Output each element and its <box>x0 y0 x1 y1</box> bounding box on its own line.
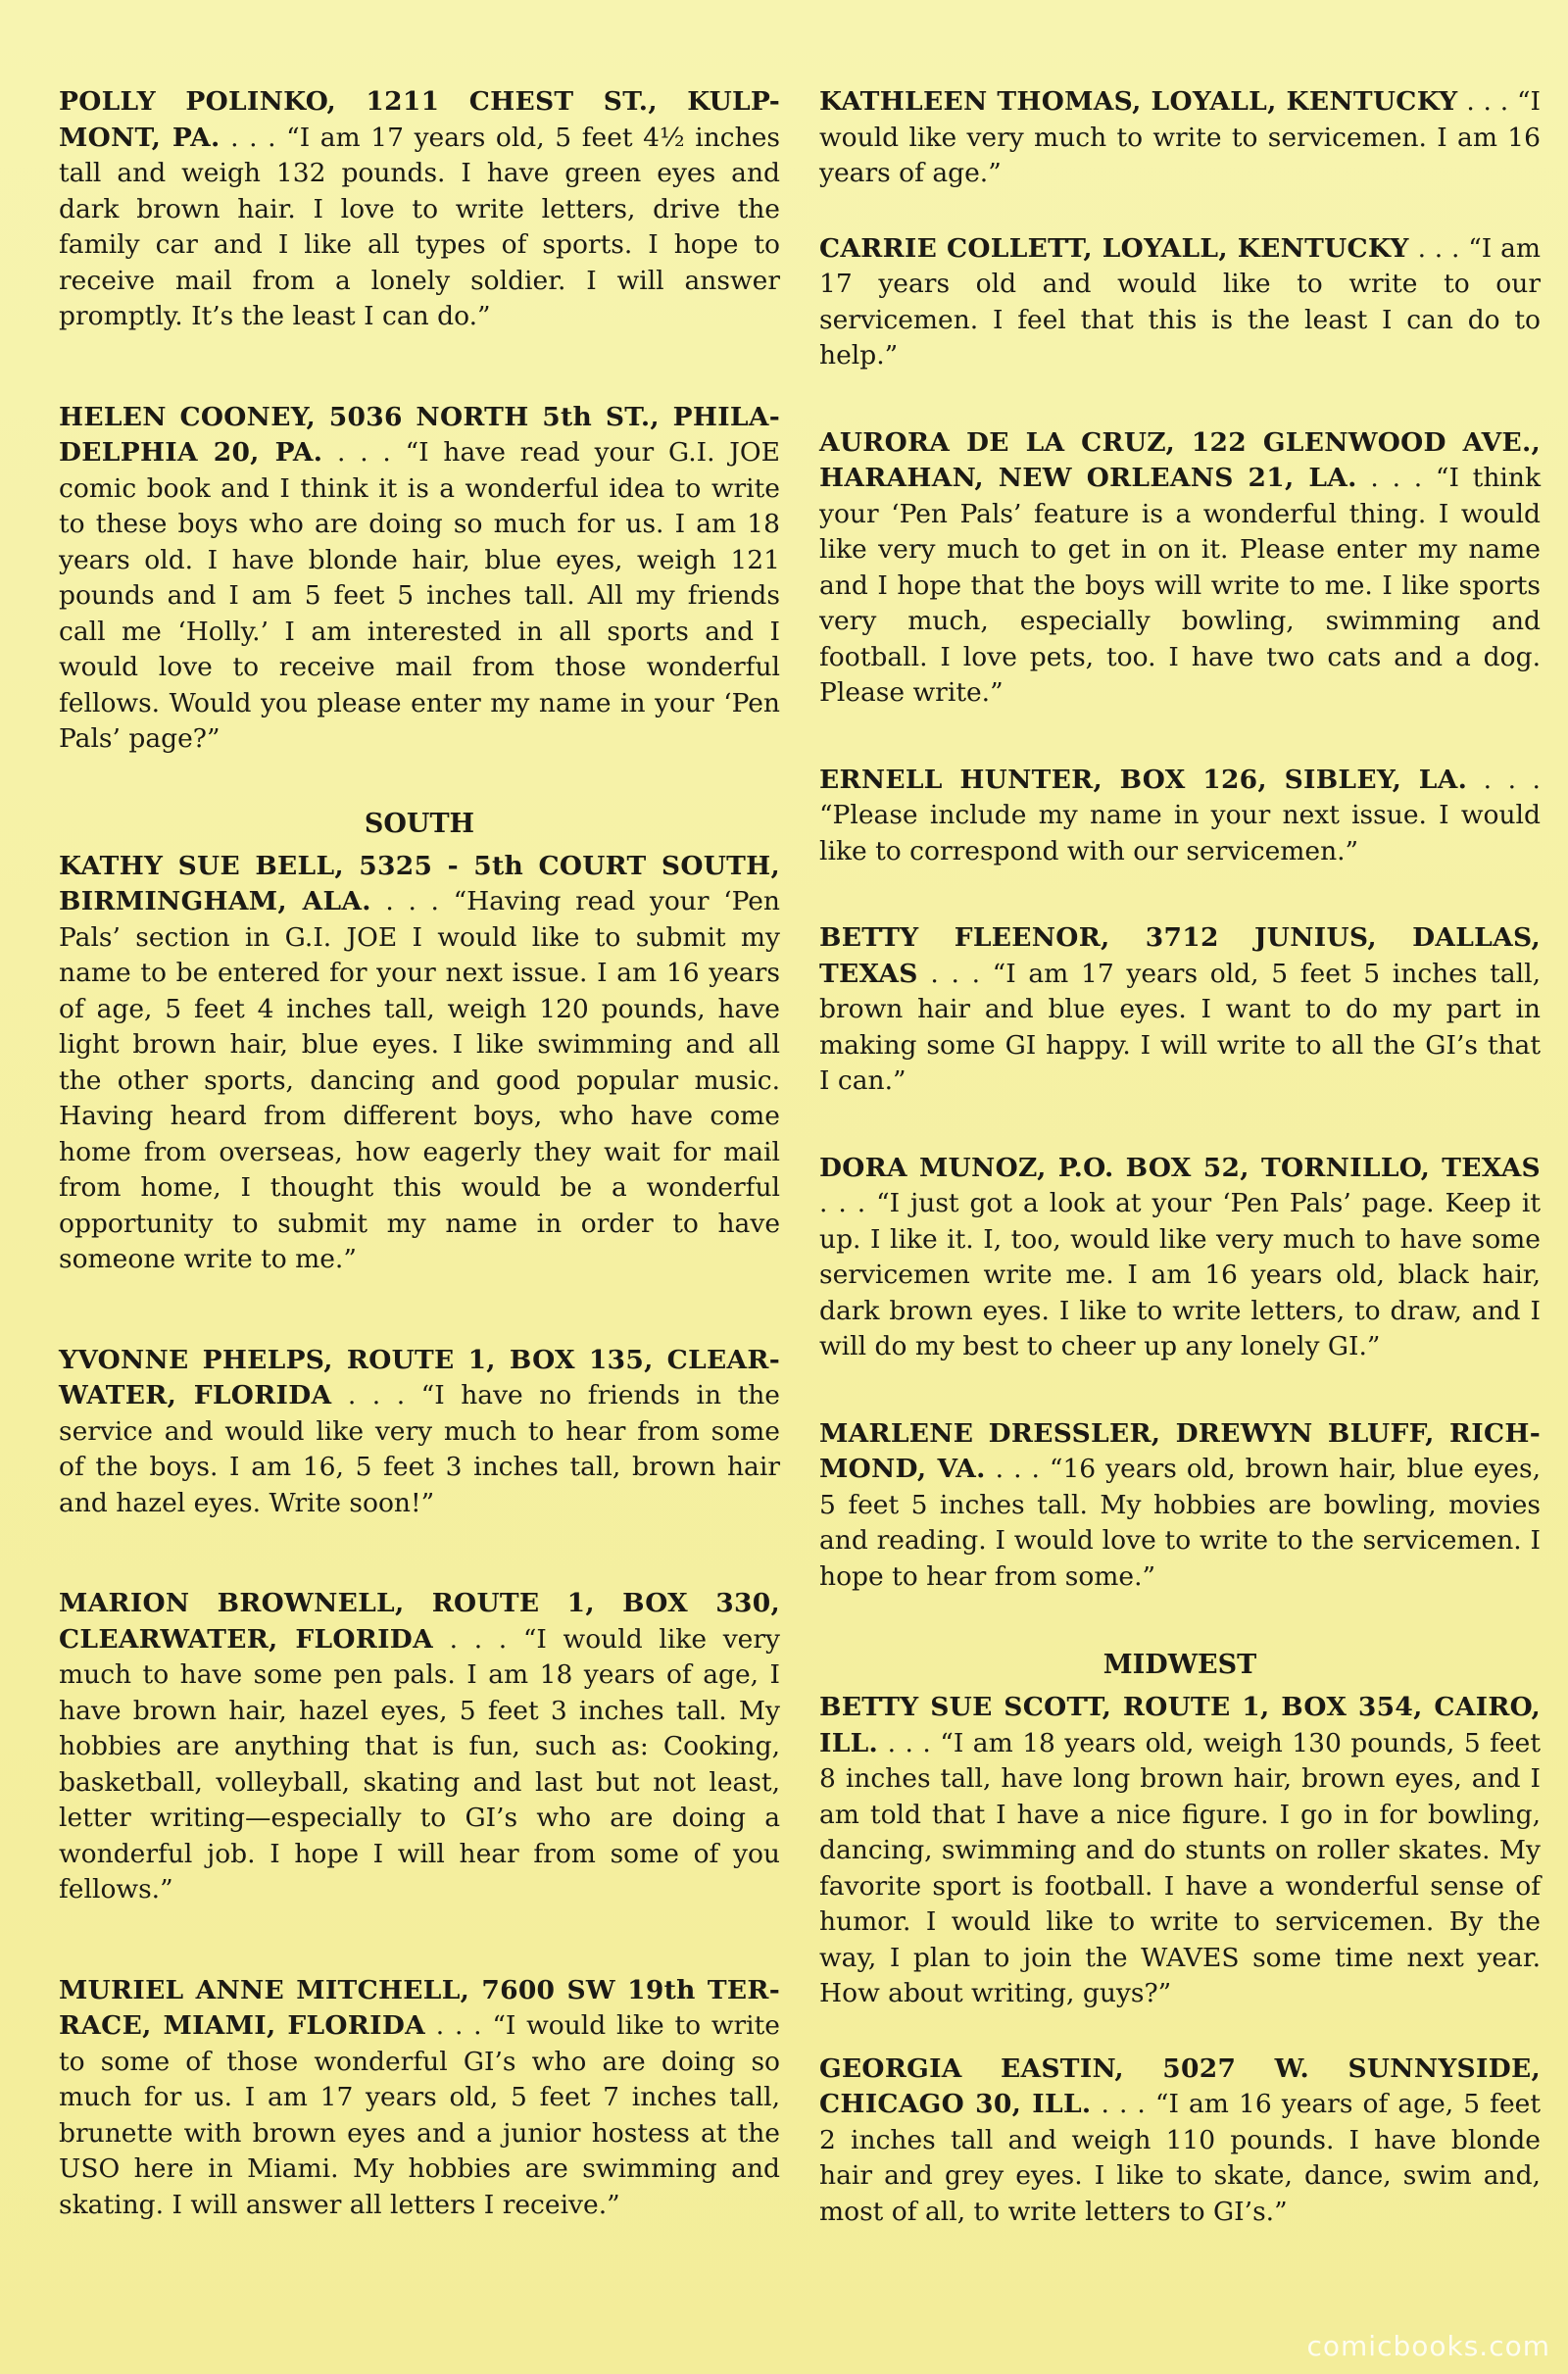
entry-body: . . . “I just got a look at your ‘Pen Pals’ page. Keep it up. I like it. I, too, would like very much to have some servicemen write me. I am 16 years old, black hair, dark brown eyes. I like to write letters, to draw, and I will do my best to cheer up any lonely GI.” <box>819 1188 1541 1361</box>
entry-heading: ERNELL HUNTER, BOX 126, SIBLEY, LA. <box>819 764 1468 795</box>
letter-entry <box>59 849 780 1278</box>
entry-heading: BETTY SUE SCOTT, ROUTE 1, BOX 354, CAIRO, ILL. <box>819 1692 1541 1758</box>
entry-heading: KATHLEEN THOMAS, LOYALL, KENTUCKY <box>819 86 1458 117</box>
entry-body: . . . “I would like to write to some of those wonderful GI’s who are doing so much for us. I am 17 years old, 5 feet 7 inches tall, brunette with brown eyes and a junior hostess at the USO here in Miami. My hobbies are swimming and skating. I will answer all letters I receive.” <box>59 2010 780 2220</box>
letter-entry <box>59 84 780 335</box>
letter-entry <box>819 1151 1541 1365</box>
entry-body: . . . “I am 17 years old and would like to write to our servicemen. I feel that this is the least I can do to help.” <box>819 232 1541 371</box>
entry-heading: BETTY FLEENOR, 3712 JUNIUS, DALLAS, TEXAS <box>819 922 1541 989</box>
entry-body: . . . “16 years old, brown hair, blue eyes, 5 feet 5 inches tall. My hobbies are bowling, movies and reading. I would love to write to the servicemen. I hope to hear from some.” <box>819 1454 1542 1592</box>
entry-heading: YVONNE PHELPS, ROUTE 1, BOX 135, CLEAR-WATER, FLORIDA <box>59 1344 780 1410</box>
entry-body: . . . “I would like very much to write to servicemen. I am 16 years of age.” <box>819 86 1541 188</box>
entry-heading: CARRIE COLLETT, LOYALL, KENTUCKY <box>819 232 1409 264</box>
entry-heading: POLLY POLINKO, 1211 CHEST ST., KULP-MONT, PA. <box>59 86 780 153</box>
entry-heading: MARION BROWNELL, ROUTE 1, BOX 330, CLEARWATER, FLORIDA <box>59 1588 780 1655</box>
entry-body: . . . “I am 16 years of age, 5 feet 2 inches tall and weigh 110 pounds. I have blonde hair and grey eyes. I like to skate, dance, swim and, most of all, to write letters to GI’s.” <box>819 2089 1541 2227</box>
letter-entry <box>819 231 1541 374</box>
letter-entry <box>819 1690 1541 2012</box>
entry-body: . . . “I think your ‘Pen Pals’ feature is a wonderful thing. I would like very much to get in on it. Please enter my name and I hope that the boys will write to me. I like sports very much, especially bowling, swimming and football. I love pets, too. I have two cats and a dog. Please write.” <box>819 463 1541 708</box>
letter-entry <box>59 1343 780 1522</box>
section-heading-south: SOUTH <box>364 808 475 839</box>
letter-entry <box>819 763 1541 870</box>
entry-heading: MURIEL ANNE MITCHELL, 7600 SW 19th TER-RACE, MIAMI, FLORIDA <box>59 1974 780 2041</box>
entry-heading: DORA MUNOZ, P.O. BOX 52, TORNILLO, TEXAS <box>819 1152 1541 1183</box>
letter-entry <box>59 1973 780 2224</box>
entry-heading: HELEN COONEY, 5036 NORTH 5th ST., PHILA-DELPHIA 20, PA. <box>59 401 780 468</box>
entry-body: . . . “I am 17 years old, 5 feet 4½ inches tall and weigh 132 pounds. I have green eyes and dark brown hair. I love to write letters, drive the family car and I like all types of sports. I hope to receive mail from a lonely soldier. I will answer promptly. It’s the least I can do.” <box>59 122 780 331</box>
entry-body: . . . “Having read your ‘Pen Pals’ section in G.I. JOE I would like to submit my name to be entered for your next issue. I am 16 years of age, 5 feet 4 inches tall, weigh 120 pounds, have light brown hair, blue eyes. I like swimming and all the other sports, dancing and good popular music. Having heard from different boys, who have come home from overseas, how eagerly they wait for mail from home, I thought this would be a wonderful opportunity to submit my name in order to have someone write to me.” <box>59 886 780 1274</box>
left-column <box>59 84 780 2223</box>
letter-entry <box>819 425 1541 712</box>
letter-entry <box>819 84 1541 192</box>
right-column <box>819 84 1541 2230</box>
letter-entry <box>819 920 1541 1100</box>
entry-heading: GEORGIA EASTIN, 5027 W. SUNNYSIDE, CHICAGO 30, ILL. <box>819 2053 1541 2119</box>
entry-heading: MARLENE DRESSLER, DREWYN BLUFF, RICH-MOND, VA. <box>819 1417 1541 1484</box>
site-watermark: comicbooks.com <box>1306 2330 1550 2362</box>
section-heading-midwest: MIDWEST <box>1102 1650 1257 1680</box>
entry-body: . . . “I am 17 years old, 5 feet 5 inches tall, brown hair and blue eyes. I want to do my part in making some GI happy. I will write to all the GI’s that I can.” <box>819 958 1541 1096</box>
entry-body: . . . “Please include my name in your next issue. I would like to correspond with our servicemen.” <box>819 764 1541 866</box>
entry-body: . . . “I would like very much to have some pen pals. I am 18 years of age, I have brown hair, hazel eyes, 5 feet 3 inches tall. My hobbies are anything that is fun, such as: Cooking, basketball, volleyball, skating and last but not least, letter writing—especially to GI’s who are doing a wonderful job. I hope I will hear from some of you fellows.” <box>59 1623 780 1904</box>
entry-body: . . . “I am 18 years old, weigh 130 pounds, 5 feet 8 inches tall, have long brown hair, brown eyes, and I am told that I have a nice figure. I go in for bowling, dancing, swimming and do stunts on roller skates. My favorite sport is football. I have a wonderful sense of humor. I would like to write to servicemen. By the way, I plan to join the WAVES some time next year. How about writing, guys?” <box>819 1727 1541 2008</box>
entry-body: . . . “I have no friends in the service and would like very much to hear from some of the boys. I am 16, 5 feet 3 inches tall, brown hair and hazel eyes. Write soon!” <box>59 1380 780 1518</box>
letter-entry <box>59 400 780 758</box>
letter-entry <box>819 2052 1541 2231</box>
entry-heading: KATHY SUE BELL, 5325 - 5th COURT SOUTH, BIRMINGHAM, ALA. <box>59 850 780 916</box>
letter-entry <box>59 1586 780 1908</box>
letter-entry <box>819 1416 1541 1596</box>
entry-body: . . . “I have read your G.I. JOE comic book and I think it is a wonderful idea to write to these boys who are doing so much for us. I am 18 years old. I have blonde hair, blue eyes, weigh 121 pounds and I am 5 feet 5 inches tall. All my friends call me ‘Holly.’ I am interested in all sports and I would love to receive mail from those wonderful fellows. Would you please enter my name in your ‘Pen Pals’ page?” <box>59 437 780 754</box>
entry-heading: AURORA DE LA CRUZ, 122 GLENWOOD AVE., HARAHAN, NEW ORLEANS 21, LA. <box>819 426 1541 493</box>
